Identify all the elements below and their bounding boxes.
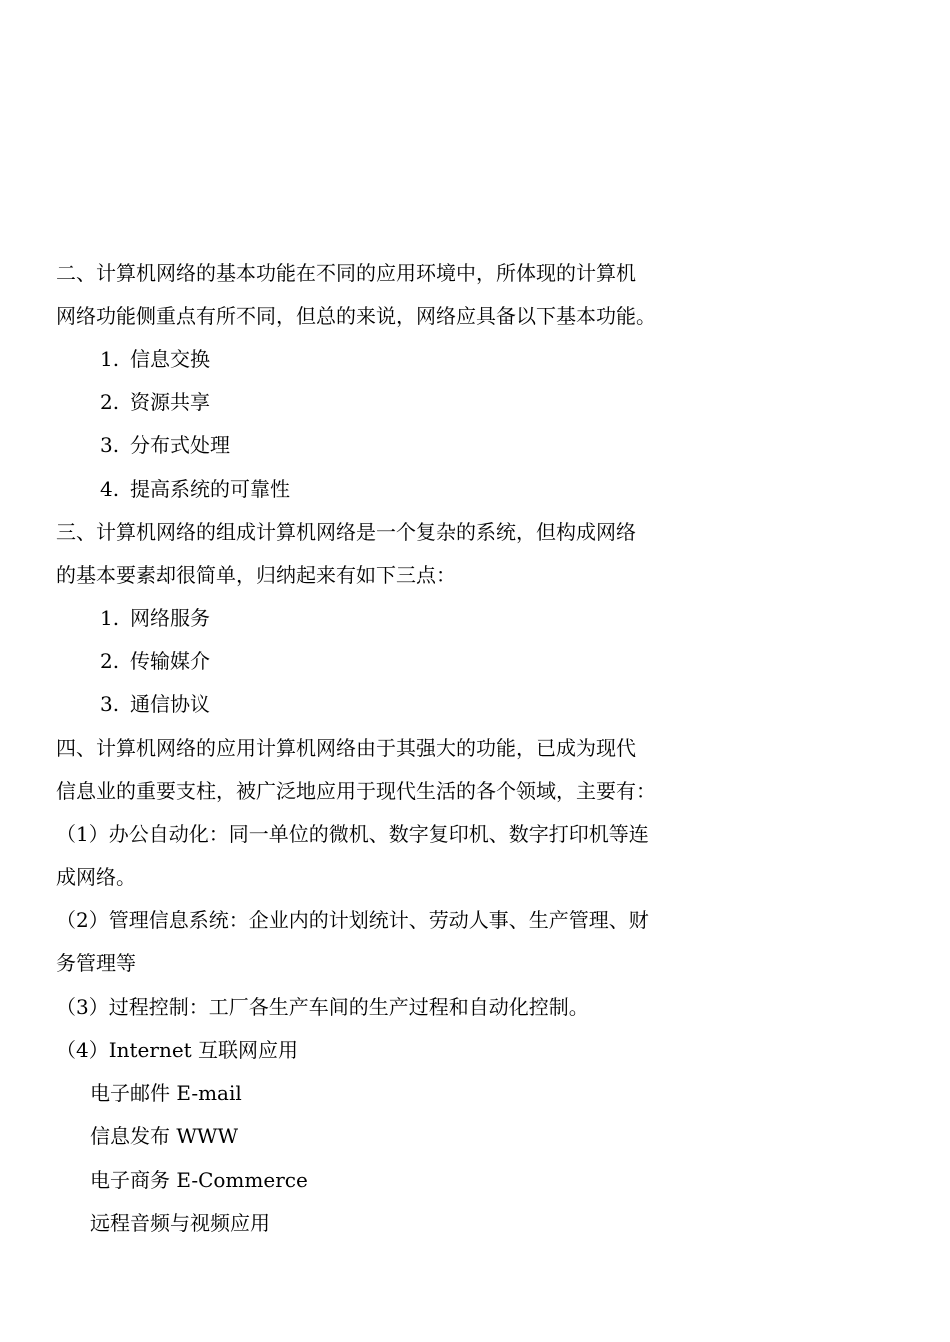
application-1-line-1: （1）办公自动化：同一单位的微机、数字复印机、数字打印机等连 <box>56 822 649 846</box>
section-3-heading-line-2: 的基本要素却很简单，归纳起来有如下三点： <box>56 563 456 587</box>
internet-app-item: 远程音频与视频应用 <box>90 1211 270 1235</box>
list-item-number: 2. <box>100 390 120 414</box>
list-item-number: 2. <box>100 649 120 673</box>
list-item <box>100 477 290 501</box>
list-item-text: 网络服务 <box>130 606 210 630</box>
application-4: （4）Internet 互联网应用 <box>56 1038 299 1062</box>
section-4-heading-line-2: 信息业的重要支柱，被广泛地应用于现代生活的各个领域，主要有： <box>56 779 656 803</box>
application-1-line-2: 成网络。 <box>56 865 136 889</box>
list-item-number: 3. <box>100 692 120 716</box>
internet-app-item: 电子商务 E-Commerce <box>90 1168 308 1192</box>
section-4-heading-line-1: 四、计算机网络的应用计算机网络由于其强大的功能，已成为现代 <box>56 736 636 760</box>
list-item-text: 信息交换 <box>130 347 210 371</box>
list-item <box>100 347 210 371</box>
list-item <box>100 649 210 673</box>
list-item-number: 1. <box>100 347 120 371</box>
list-item <box>100 433 230 457</box>
list-item-number: 3. <box>100 433 120 457</box>
section-3-heading-line-1: 三、计算机网络的组成计算机网络是一个复杂的系统，但构成网络 <box>56 520 636 544</box>
section-2-heading-line-2: 网络功能侧重点有所不同，但总的来说，网络应具备以下基本功能。 <box>56 304 656 328</box>
application-3: （3）过程控制：工厂各生产车间的生产过程和自动化控制。 <box>56 995 589 1019</box>
list-item-number: 1. <box>100 606 120 630</box>
list-item <box>100 692 210 716</box>
application-2-line-2: 务管理等 <box>56 951 136 975</box>
list-item-text: 提高系统的可靠性 <box>130 477 290 501</box>
list-item <box>100 606 210 630</box>
application-2-line-1: （2）管理信息系统：企业内的计划统计、劳动人事、生产管理、财 <box>56 908 649 932</box>
list-item-text: 资源共享 <box>130 390 210 414</box>
list-item-text: 通信协议 <box>130 692 210 716</box>
list-item-number: 4. <box>100 477 120 501</box>
list-item-text: 传输媒介 <box>130 649 210 673</box>
internet-app-item: 信息发布 WWW <box>90 1124 239 1148</box>
list-item-text: 分布式处理 <box>130 433 230 457</box>
section-2-heading-line-1: 二、计算机网络的基本功能在不同的应用环境中，所体现的计算机 <box>56 261 636 285</box>
internet-app-item: 电子邮件 E-mail <box>90 1081 242 1105</box>
list-item <box>100 390 210 414</box>
